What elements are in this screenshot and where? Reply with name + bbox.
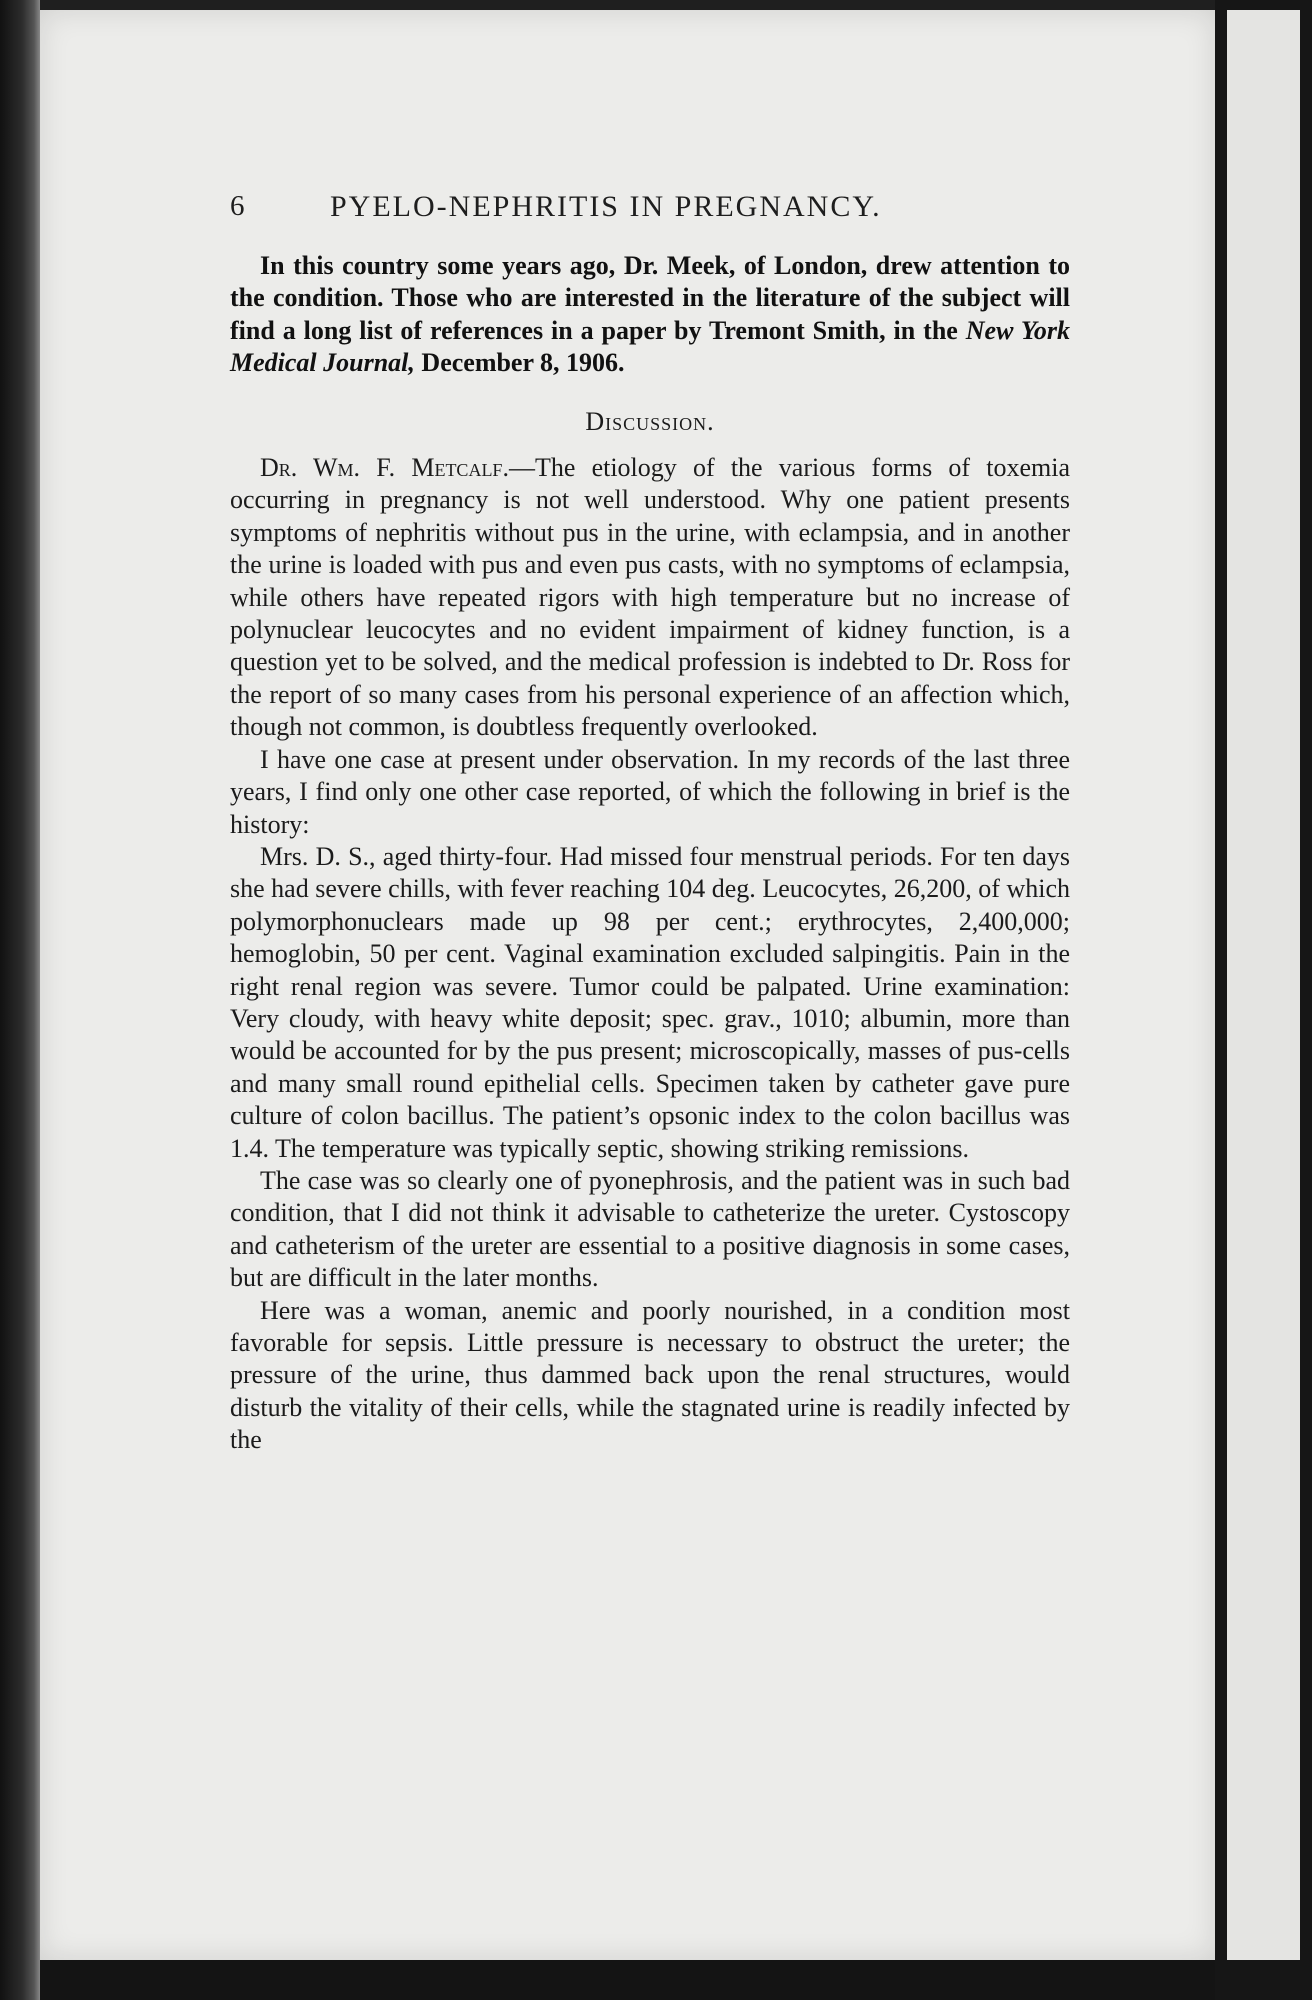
body-text <box>230 250 1070 1457</box>
case-history-paragraph: Mrs. D. S., aged thirty-four. Had missed four menstrual periods. For ten days she had severe chills, with fever reaching 104 deg. Leucocytes, 26,200, of which polymorphonuclears made up 98 per cent.; erythrocytes, 2,400,000; hemoglobin, 50 per cent. Vaginal examination excluded salpingitis. Pain in the right renal region was severe. Tumor could be palpated. Urine examination: Very cloudy, with heavy white deposit; spec. grav., 1010; albumin, more than would be accounted for by the pus present; microscopically, masses of pus-cells and many small round epithelial cells. Specimen taken by catheter gave pure culture of colon bacillus. The patient’s opsonic index to the colon bacillus was 1.4. The temperature was typically septic, showing striking remissions. <box>230 841 1070 1163</box>
discussion-paragraph-2: I have one case at present under observation. In my records of the last three years, I find only one other case reported, of which the following in brief is the history: <box>230 744 1070 839</box>
facing-page-edge <box>1215 0 1312 2000</box>
intro-text-after: December 8, 1906. <box>414 348 625 378</box>
discussion-paragraph-4: The case was so clearly one of pyonephrosis, and the patient was in such bad condition, that I did not think it advisable to catheterize the ureter. Cystoscopy and catheterism of the ureter are essential to a positive diagnosis in some cases, but are difficult in the later months. <box>230 1165 1070 1293</box>
facing-page-strip <box>1227 10 1300 1960</box>
book-gutter <box>0 0 40 2000</box>
scan-bottom-edge <box>40 1960 1215 2000</box>
intro-text-before: In this country some years ago, Dr. Meek, of London, drew attention to the condition. Those who are interested in the literature of the subject will find a long list of references in a paper by Tremont Smith, in the <box>230 251 1070 345</box>
discussion-paragraph-5: Here was a woman, anemic and poorly nourished, in a condition most favorable for sepsis. Little pressure is necessary to obstruct the ureter; the pressure of the urine, thus dammed back upon the renal structures, would disturb the vitality of their cells, while the stagnated urine is readily infected by the <box>230 1295 1070 1455</box>
running-title: PYELO-NEPHRITIS IN PREGNANCY. <box>330 190 882 223</box>
speaker-name: Dr. Wm. F. Metcalf. <box>260 453 509 483</box>
journal-title: New York Medical Journal, <box>230 315 1071 378</box>
discussion-paragraph-1 <box>230 452 1070 744</box>
section-heading: Discussion. <box>585 406 715 436</box>
intro-paragraph <box>230 250 1070 380</box>
page-number: 6 <box>230 190 245 222</box>
paragraph-1-text: —The etiology of the various forms of toxemia occurring in pregnancy is not well understood. Why one patient presents symptoms of nephritis without pus in the urine, with eclampsia, and in another the urine is loaded with pus and even pus casts, with no symptoms of eclampsia, while others have repeated rigors with high temperature but no increase of polynuclear leucocytes and no evident impairment of kidney function, is a question yet to be solved, and the medical profession is indebted to Dr. Ross for the report of so many cases from his personal experience of an affection which, though not common, is doubtless frequently overlooked. <box>230 453 1070 742</box>
running-header <box>230 190 1070 230</box>
